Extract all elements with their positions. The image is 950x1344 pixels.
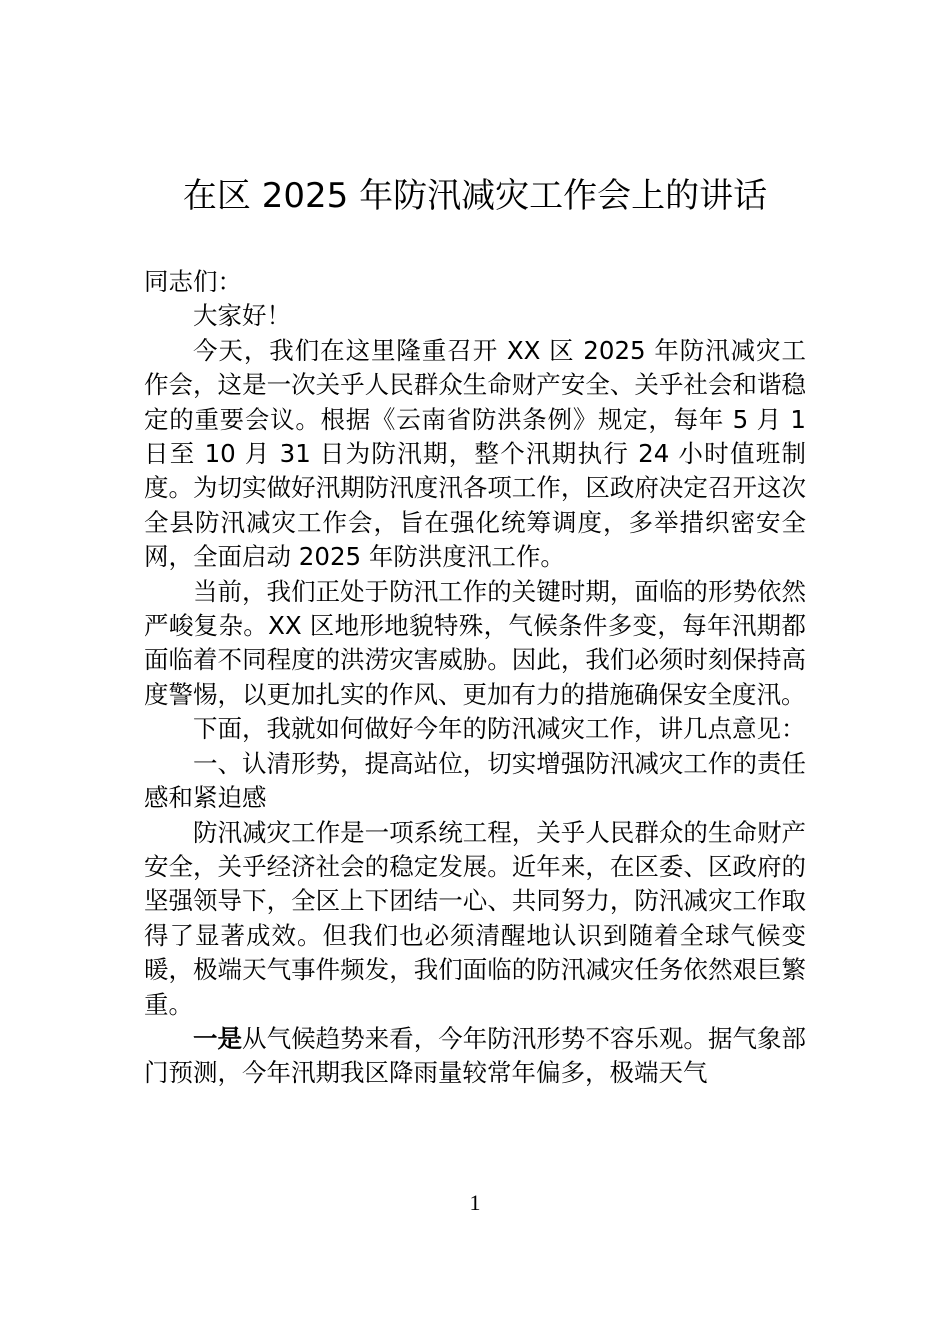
greeting: 大家好！ bbox=[193, 301, 291, 331]
document-title: 在区 2025 年防汛减灾工作会上的讲话 bbox=[182, 176, 768, 216]
paragraph-opening: 今天，我们在这里隆重召开 XX 区 2025 年防汛减灾工作会，这是一次关乎人民群众生命财产安全、关乎社会和谐稳定的重要会议。根据《云南省防洪条例》规定，每年 5 月 1 日至 10 月 31 日为防汛期，整个汛期执行 24 小时值班制度。为切实做好汛期防汛度汛各项工作，区政府决定召开这次全县防汛减灾工作会，旨在强化统筹调度，多举措织密安全网，全面启动 2025 年防洪度汛工作。 bbox=[144, 335, 806, 572]
paragraph-transition: 下面，我就如何做好今年的防汛减灾工作，讲几点意见： bbox=[193, 714, 806, 744]
salutation: 同志们： bbox=[144, 267, 242, 296]
paragraph-section-one: 防汛减灾工作是一项系统工程，关乎人民群众的生命财产安全，关乎经济社会的稳定发展。近年来，在区委、区政府的坚强领导下，全区上下团结一心、共同努力，防汛减灾工作取得了显著成效。但我们也必须清醒地认识到随着全球气候变暖，极端天气事件频发，我们面临的防汛减灾任务依然艰巨繁重。 bbox=[144, 817, 806, 1019]
page-number: 1 bbox=[469, 1190, 481, 1215]
point-one-lead: 一是 bbox=[193, 1023, 243, 1053]
point-one-text: 从气候趋势来看，今年防汛形势不容乐观。据气象部门预测，今年汛期我区降雨量较常年偏多，极端天气 bbox=[144, 1023, 807, 1088]
paragraph-point-one bbox=[144, 1022, 806, 1091]
paragraph-situation: 当前，我们正处于防汛工作的关键时期，面临的形势依然严峻复杂。XX 区地形地貌特殊，气候条件多变，每年汛期都面临着不同程度的洪涝灾害威胁。因此，我们必须时刻保持高度警惕，以更加扎实的作风、更加有力的措施确保安全度汛。 bbox=[144, 576, 806, 709]
section-heading: 一、认清形势，提高站位，切实增强防汛减灾工作的责任感和紧迫感 bbox=[144, 748, 806, 813]
document-body bbox=[144, 265, 806, 1091]
